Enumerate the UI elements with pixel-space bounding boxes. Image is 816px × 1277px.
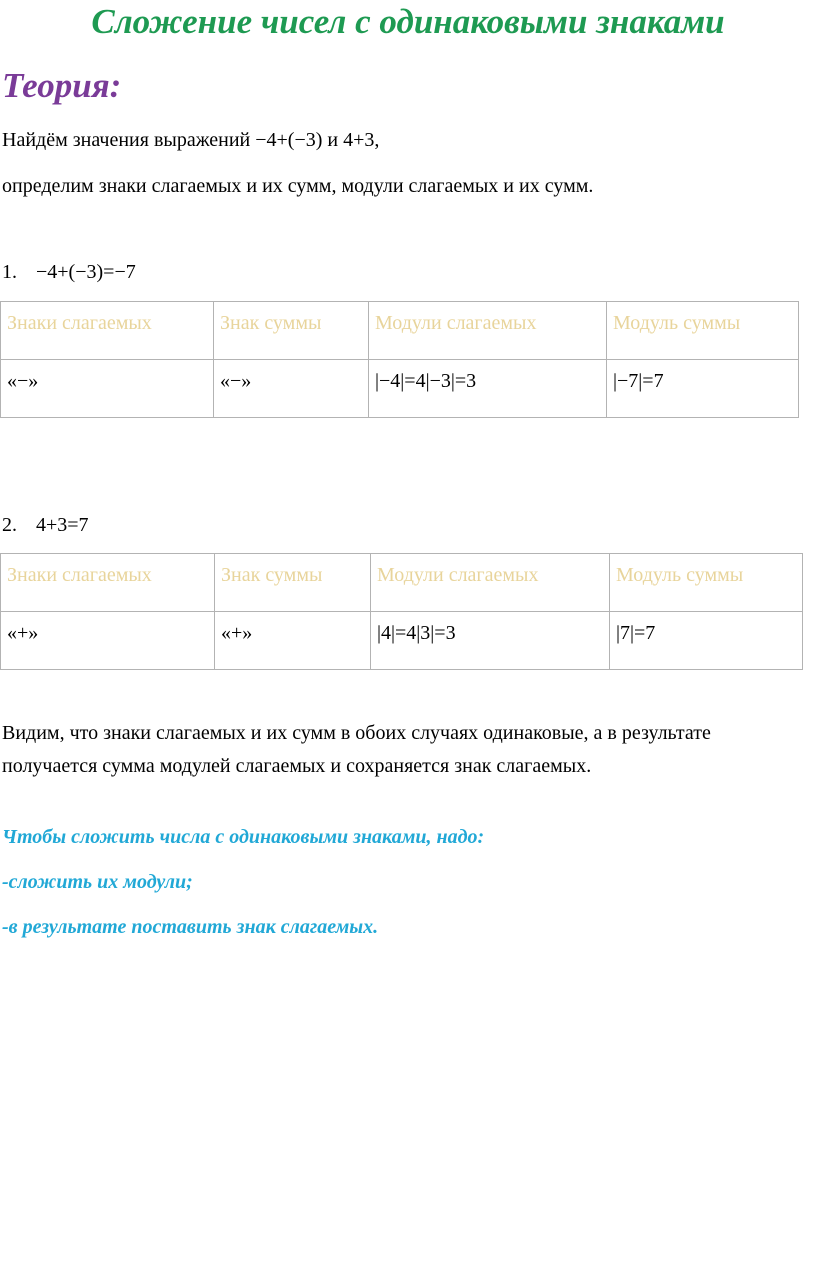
table-header-cell: Знаки слагаемых (1, 554, 215, 612)
page-title: Сложение чисел с одинаковыми знаками (91, 2, 725, 41)
table-cell: «+» (1, 612, 215, 670)
rule-step-2: -в результате поставить знак слагаемых. (2, 916, 379, 938)
table-header-cell: Знак суммы (215, 554, 371, 612)
table-cell: «−» (1, 360, 214, 418)
table-header-cell: Знак суммы (214, 302, 369, 360)
table-cell: «−» (214, 360, 369, 418)
intro-line-2: определим знаки слагаемых и их сумм, модули слагаемых и их сумм. (2, 175, 594, 197)
example-2-table (0, 553, 803, 670)
table-row (1, 360, 799, 418)
example-2-expression-line (2, 511, 89, 539)
table-cell: |7|=7 (610, 612, 803, 670)
example-2-expression: 4+3=7 (36, 514, 89, 536)
table-header-row (1, 302, 799, 360)
table-row (1, 612, 803, 670)
example-1-expression-line (2, 258, 136, 286)
table-header-cell: Знаки слагаемых (1, 302, 214, 360)
table-cell: «+» (215, 612, 371, 670)
conclusion-paragraph: Видим, что знаки слагаемых и их сумм в обоих случаях одинаковые, а в результате получается сумма модулей слагаемых и сохраняется знак слагаемых. (2, 722, 711, 777)
intro-line-1: Найдём значения выражений −4+(−3) и 4+3, (2, 129, 380, 151)
rule-step-1: -сложить их модули; (2, 871, 193, 893)
table-header-cell: Модули слагаемых (369, 302, 607, 360)
table-cell: |4|=4|3|=3 (371, 612, 610, 670)
rule-heading: Чтобы сложить числа с одинаковыми знаками, надо: (2, 826, 485, 848)
table-header-cell: Модуль суммы (610, 554, 803, 612)
example-2-number: 2. (2, 514, 17, 536)
example-1-expression: −4+(−3)=−7 (36, 261, 136, 283)
table-header-row (1, 554, 803, 612)
table-cell: |−7|=7 (607, 360, 799, 418)
table-header-cell: Модуль суммы (607, 302, 799, 360)
example-1-number: 1. (2, 261, 17, 283)
theory-heading: Теория: (2, 66, 122, 105)
table-cell: |−4|=4|−3|=3 (369, 360, 607, 418)
table-header-cell: Модули слагаемых (371, 554, 610, 612)
example-1-table (0, 301, 799, 418)
